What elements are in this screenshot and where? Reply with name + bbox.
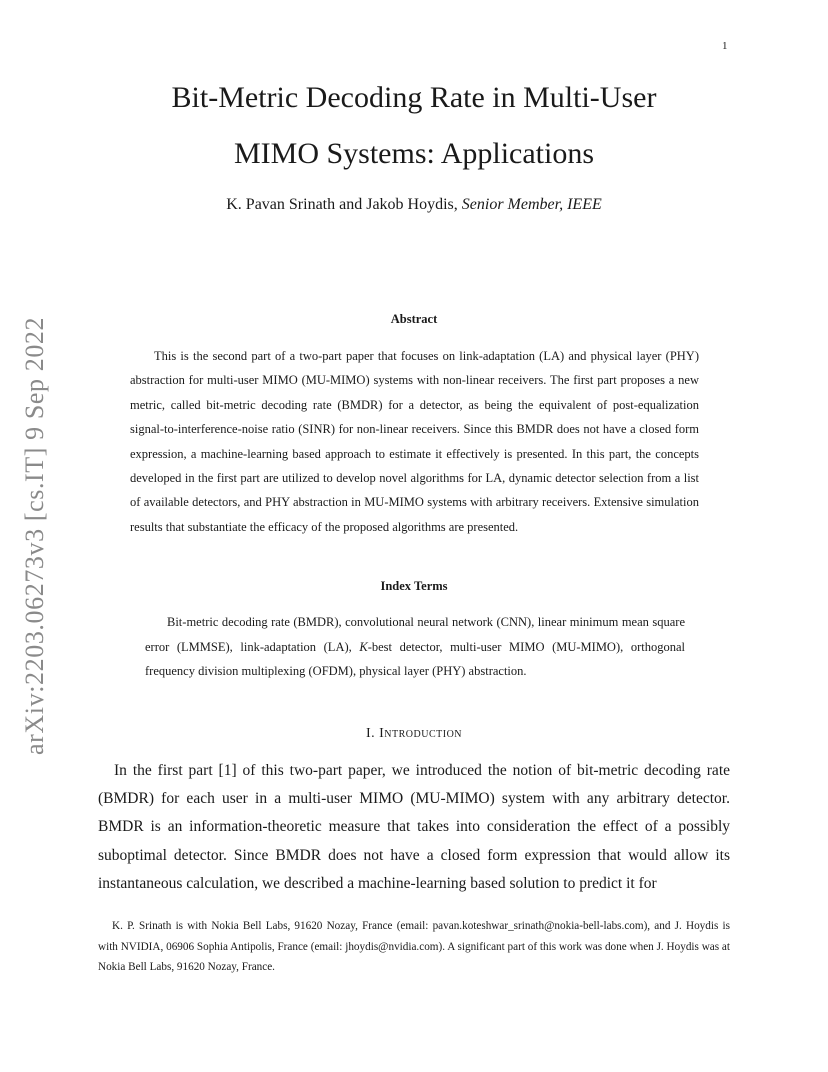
author-names: K. Pavan Srinath and Jakob Hoydis, (226, 196, 458, 213)
page-number: 1 (722, 40, 728, 52)
paper-title-line2: MIMO Systems: Applications (233, 137, 594, 170)
abstract-text: This is the second part of a two-part paper that focuses on link-adaptation (LA) and physical layer (PHY) abstraction for multi-user MIMO (MU-MIMO) systems with non-linear receivers. The first part proposes a new metric, called bit-metric decoding rate (BMDR) for a detector, as being the equivalent of post-equalization signal-to-interference-noise ratio (SINR) for non-linear receivers. Since this BMDR does not have a closed form expression, a machine-learning based approach to estimate it effectively is presented. In this part, the concepts developed in the first part are utilized to develop novel algorithms for LA, dynamic detector selection from a list of available detectors, and PHY abstraction in MU-MIMO systems with arbitrary receivers. Extensive simulation results that substantiate the efficacy of the proposed algorithms are presented. (130, 349, 699, 534)
index-terms-text (145, 610, 685, 684)
author-footnote: K. P. Srinath is with Nokia Bell Labs, 91620 Nozay, France (email: pavan.koteshwar_srinath@nokia-bell-labs.com), and J. Hoydis is with NVIDIA, 06906 Sophia Antipolis, France (email: jhoydis@nvidia.com). A significant part of this work was done when J. Hoydis was at Nokia Bell Labs, 91620 Nozay, France. (98, 920, 730, 973)
author-role: Senior Member, IEEE (461, 196, 602, 213)
author-line (0, 196, 828, 214)
abstract-heading: Abstract (390, 312, 438, 326)
section-number: I. (365, 726, 376, 741)
section-title: Introduction (379, 726, 463, 741)
index-terms-heading: Index Terms (380, 579, 448, 593)
index-terms-k-symbol: K (359, 639, 368, 654)
intro-paragraph: In the first part [1] of this two-part paper, we introduced the notion of bit-metric decoding rate (BMDR) for each user in a multi-user MIMO (MU-MIMO) system with any arbitrary detector. BMDR is an information-theoretic measure that takes into consideration the effect of a possibly suboptimal detector. Since BMDR does not have a closed form expression that would allow its instantaneous calculation, we described a machine-learning based solution to predict it for (98, 762, 730, 892)
index-terms-part1: Bit-metric decoding rate (BMDR), convolutional neural network (CNN), linear minimum mean square error (LMMSE), link-adaptation (LA), (145, 615, 685, 654)
arxiv-stamp: arXiv:2203.06273v3 [cs.IT] 9 Sep 2022 (20, 316, 49, 755)
paper-title-line1: Bit-Metric Decoding Rate in Multi-User (171, 81, 657, 114)
section-heading-introduction (0, 726, 828, 742)
index-terms-part2: -best detector, multi-user MIMO (MU-MIMO), orthogonal frequency division multiplexing (OFDM), physical layer (PHY) abstraction. (145, 639, 685, 678)
